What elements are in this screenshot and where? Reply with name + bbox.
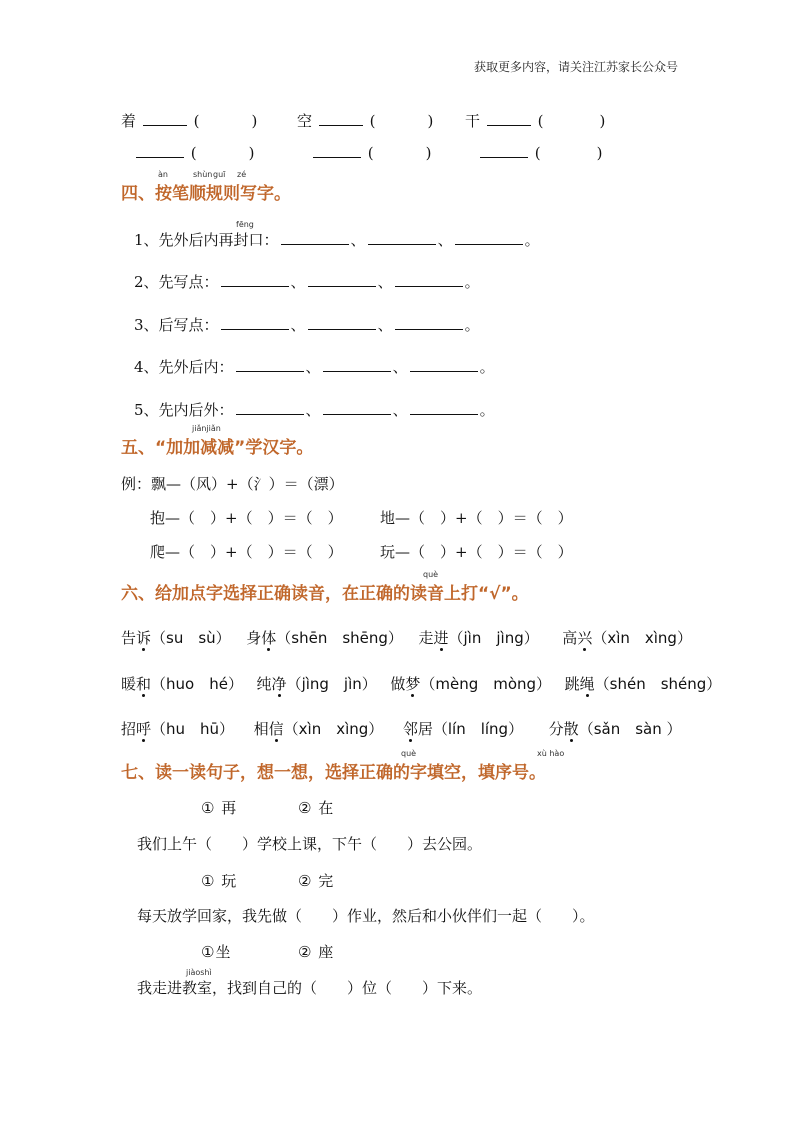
answer-blank[interactable] [281, 243, 349, 245]
separator: 、 [350, 231, 366, 249]
header-note: 获取更多内容，请关注江苏家长公众号 [474, 60, 679, 74]
answer-blank[interactable] [236, 370, 304, 372]
paren-close: ) [248, 144, 255, 162]
pinyin-xuhao: xù hào [537, 749, 565, 758]
reading-row-1 [121, 627, 692, 648]
stroke-item-3 [134, 314, 480, 335]
pinyin-options[interactable]: （jìng jìn） [286, 675, 377, 693]
paren-open: ( [367, 144, 374, 162]
word-char: 居 [417, 720, 433, 738]
word [257, 675, 287, 693]
word-char: 身 [246, 629, 262, 647]
word-char: 分 [548, 720, 564, 738]
separator: 、 [377, 316, 393, 334]
word-char: 诉 [136, 629, 152, 647]
answer-blank[interactable] [323, 370, 391, 372]
word-char: 信 [268, 720, 284, 738]
section5-example: 例：飘—（风）+（氵）＝（漂） [121, 475, 344, 493]
section5-title: 五、“加加减减”学汉字。 [121, 438, 314, 458]
answer-blank[interactable] [395, 328, 463, 330]
choice-wan-2: ② 完 [298, 872, 335, 890]
pinyin-ze: zé [237, 170, 247, 179]
pinyin-feng: fēng [236, 220, 254, 229]
answer-blank[interactable] [319, 124, 363, 126]
top-row-1-col3 [465, 110, 605, 131]
answer-blank[interactable] [221, 328, 289, 330]
separator: 、 [392, 358, 408, 376]
word-char: 邻 [402, 720, 418, 738]
reading-item [121, 675, 243, 693]
stroke-item-2 [134, 271, 480, 292]
paren-close: ) [425, 144, 432, 162]
reading-item [403, 720, 523, 738]
word-char: 进 [433, 629, 449, 647]
word-char: 纯 [256, 675, 272, 693]
reading-item [121, 629, 231, 647]
pinyin-options[interactable]: （shén shéng） [594, 675, 722, 693]
pinyin-options[interactable]: （hu hū） [151, 720, 235, 738]
word-char: 散 [563, 720, 579, 738]
paren-close: ) [251, 112, 258, 130]
period: 。 [524, 231, 540, 249]
paren-open: ( [193, 112, 200, 130]
pinyin-options[interactable]: （jìn jìng） [448, 629, 539, 647]
item-label: 4、先外后内： [134, 358, 234, 376]
answer-blank[interactable] [410, 370, 478, 372]
section4-number: 四、 [121, 184, 155, 204]
word-char: 走 [418, 629, 434, 647]
pinyin-gui: guī [213, 170, 226, 179]
top-row-1 [121, 110, 257, 131]
item-label: 5、先内后外： [134, 401, 234, 419]
choice-zai-1: ① 再 [201, 799, 238, 817]
word [418, 629, 448, 647]
stroke-item-1 [134, 229, 540, 250]
word-char: 呼 [136, 720, 152, 738]
choice-zai-2: ② 在 [298, 799, 335, 817]
char-zhe: 着 [121, 112, 137, 130]
period: 。 [464, 273, 480, 291]
answer-blank[interactable] [395, 285, 463, 287]
stroke-item-4 [134, 356, 495, 377]
answer-blank[interactable] [308, 285, 376, 287]
word [254, 720, 284, 738]
choice-wan-1: ① 玩 [201, 872, 238, 890]
word [549, 720, 579, 738]
sentence-3[interactable]: 我走进教室，找到自己的（ ）位（ ）下来。 [137, 979, 483, 997]
section4-title-text: 按笔顺规则写字。 [155, 184, 291, 204]
word-char: 告 [121, 629, 137, 647]
paren-open: ( [537, 112, 544, 130]
pinyin-an: àn [158, 170, 168, 179]
word [565, 675, 595, 693]
answer-blank[interactable] [136, 156, 184, 158]
word [562, 629, 592, 647]
reading-row-3 [121, 718, 681, 739]
word-char: 绳 [579, 675, 595, 693]
reading-item [257, 675, 377, 693]
answer-blank[interactable] [236, 413, 304, 415]
top-row-2-col2 [311, 144, 432, 162]
paren-close: ) [427, 112, 434, 130]
reading-item [121, 720, 234, 738]
top-row-2-col3 [478, 144, 603, 162]
separator: 、 [437, 231, 453, 249]
word [403, 720, 433, 738]
item-label: 2、先写点： [134, 273, 219, 291]
pinyin-options[interactable]: （mèng mòng） [420, 675, 552, 693]
reading-item [562, 629, 692, 647]
answer-blank[interactable] [308, 328, 376, 330]
word [121, 675, 151, 693]
pinyin-jiaoshi: jiàoshì [186, 968, 212, 977]
answer-blank[interactable] [410, 413, 478, 415]
item-label: 1、先外后内再封口： [134, 231, 279, 249]
answer-blank[interactable] [221, 285, 289, 287]
word-char: 和 [136, 675, 152, 693]
period: 。 [479, 401, 495, 419]
reading-item [390, 675, 551, 693]
reading-row-2 [121, 673, 721, 694]
word [121, 720, 151, 738]
answer-blank[interactable] [143, 124, 187, 126]
period: 。 [464, 316, 480, 334]
pinyin-options[interactable]: （lín líng） [432, 720, 524, 738]
answer-blank[interactable] [480, 156, 528, 158]
word-char: 相 [253, 720, 269, 738]
paren-open: ( [369, 112, 376, 130]
pinyin-options[interactable]: （xìn xìng） [592, 629, 692, 647]
top-row-2-col1 [134, 144, 255, 162]
separator: 、 [290, 316, 306, 334]
section4-title [121, 179, 291, 204]
sentence-2[interactable]: 每天放学回家，我先做（ ）作业，然后和小伙伴们一起（ ）。 [137, 907, 595, 925]
reading-item [418, 629, 538, 647]
section7-title: 七、读一读句子，想一想，选择正确的字填空，填序号。 [121, 763, 546, 783]
separator: 、 [290, 273, 306, 291]
paren-close: ) [596, 144, 603, 162]
section5-q1[interactable]: 抱—（ ）+（ ）＝（ ） [150, 509, 343, 527]
reading-item [549, 720, 682, 738]
section5-q3[interactable]: 爬—（ ）+（ ）＝（ ） [150, 543, 343, 561]
pinyin-options[interactable]: （su sù） [151, 629, 231, 647]
separator: 、 [305, 401, 321, 419]
char-gan: 干 [465, 112, 481, 130]
word [390, 675, 420, 693]
separator: 、 [305, 358, 321, 376]
period: 。 [479, 358, 495, 376]
word-char: 做 [390, 675, 406, 693]
word-char: 净 [271, 675, 287, 693]
pinyin-options[interactable]: （sǎn sàn ） [578, 720, 682, 738]
word-char: 体 [261, 629, 277, 647]
section6-title: 六、给加点字选择正确读音，在正确的读音上打“√”。 [121, 584, 529, 604]
top-row-1-col2 [297, 110, 433, 131]
stroke-item-5 [134, 399, 495, 420]
word-char: 跳 [564, 675, 580, 693]
answer-blank[interactable] [323, 413, 391, 415]
answer-blank[interactable] [455, 243, 523, 245]
section5-q2[interactable]: 地—（ ）+（ ）＝（ ） [380, 509, 573, 527]
reading-item [565, 675, 722, 693]
paren-open: ( [190, 144, 197, 162]
pinyin-que-2: què [401, 749, 417, 758]
word-char: 暖 [121, 675, 137, 693]
paren-open: ( [534, 144, 541, 162]
word [121, 629, 151, 647]
answer-blank[interactable] [487, 124, 531, 126]
pinyin-options[interactable]: （xìn xìng） [283, 720, 384, 738]
separator: 、 [377, 273, 393, 291]
item-label: 3、后写点： [134, 316, 219, 334]
word-char: 招 [121, 720, 137, 738]
char-kong: 空 [297, 112, 313, 130]
reading-item [254, 720, 384, 738]
pinyin-shun: shùn [193, 170, 213, 179]
sentence-1[interactable]: 我们上午（ ）学校上课，下午（ ）去公园。 [137, 835, 483, 853]
section5-q4[interactable]: 玩—（ ）+（ ）＝（ ） [380, 543, 573, 561]
separator: 、 [392, 401, 408, 419]
word [246, 629, 276, 647]
answer-blank[interactable] [368, 243, 436, 245]
paren-close: ) [599, 112, 606, 130]
answer-blank[interactable] [313, 156, 361, 158]
word-char: 兴 [577, 629, 593, 647]
choice-zuo-1: ①坐 [201, 943, 232, 961]
word-char: 高 [562, 629, 578, 647]
pinyin-jianjian: jiǎnjiǎn [192, 424, 221, 433]
pinyin-options[interactable]: （huo hé） [151, 675, 243, 693]
pinyin-que: què [423, 570, 439, 579]
pinyin-options[interactable]: （shēn shēng） [276, 629, 403, 647]
reading-item [246, 629, 403, 647]
choice-zuo-2: ② 座 [298, 943, 335, 961]
word-char: 梦 [405, 675, 421, 693]
